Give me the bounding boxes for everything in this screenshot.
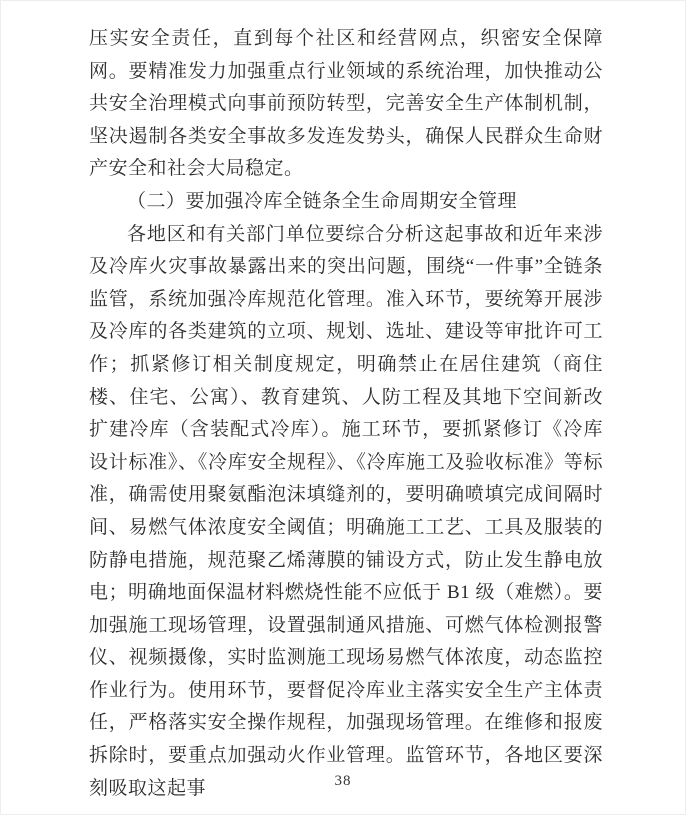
- text-block: [89, 23, 603, 805]
- page-number: 38: [334, 773, 352, 789]
- section-heading: （二）要加强冷库全链条全生命周期安全管理: [127, 190, 518, 212]
- paragraph-continuation: 压实安全责任，直到每个社区和经营网点，织密安全保障网。要精准发力加强重点行业领域的系统治理，加快推动公共安全治理模式向事前预防转型，完善安全生产体制机制，坚决遏制各类安全事故多发连发势头，确保人民群众生命财产安全和社会大局稳定。: [89, 28, 603, 180]
- section-body-paragraph: 各地区和有关部门单位要综合分析这起事故和近年来涉及冷库火灾事故暴露出来的突出问题，围绕“一件事”全链条监管，系统加强冷库规范化管理。准入环节，要统筹开展涉及冷库的各类建筑的立项、规划、选址、建设等审批许可工作；抓紧修订相关制度规定，明确禁止在居住建筑（商住楼、住宅、公寓）、教育建筑、人防工程及其地下空间新改扩建冷库（含装配式冷库）。施工环节，要抓紧修订《冷库设计标准》、《冷库安全规程》、《冷库施工及验收标准》等标准，确需使用聚氨酯泡沫填缝剂的，要明确喷填完成间隔时间、易燃气体浓度安全阈值；明确施工工艺、工具及服装的防静电措施，规范聚乙烯薄膜的铺设方式，防止发生静电放电；明确地面保温材料燃烧性能不应低于 B1 级（难燃）。要加强施工现场管理，设置强制通风措施、可燃气体检测报警仪、视频摄像，实时监测施工现场易燃气体浓度，动态监控作业行为。使用环节，要督促冷库业主落实安全生产主体责任，严格落实安全操作规程，加强现场管理。在维修和报废拆除时，要重点加强动火作业管理。监管环节，各地区要深刻吸取这起事: [89, 223, 603, 799]
